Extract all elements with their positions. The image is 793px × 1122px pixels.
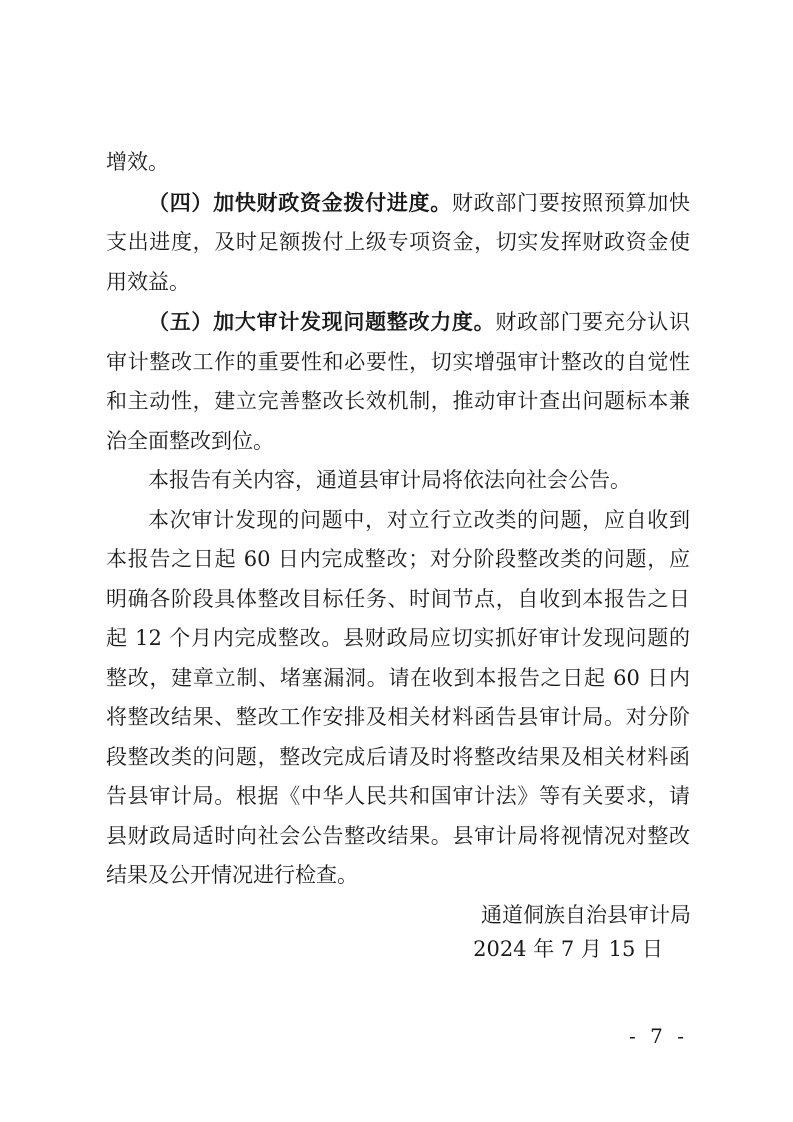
signing-organization: 通道侗族自治县审计局 [481, 903, 691, 927]
paragraph-text: 本次审计发现的问题中，对立行立改类的问题，应自收到本报告之日起 60 日内完成整改；对分阶段整改类的问题，应明确各阶段具体整改目标任务、时间节点，自收到本报告之日起 12 个月内完成整改。县财政局应切实抓好审计发现问题的整改，建章立制、堵塞漏洞。请在收到本报告之日起 60 日内将整改结果、整改工作安排及相关材料函告县审计局。对分阶段整改类的问题，整改完成后请及时将整改结果及相关材料函告县审计局。根据《中华人民共和国审计法》等有关要求，请县财政局适时向社会公告整改结果。县审计局将视情况对整改结果及公开情况进行检查。 [106, 507, 690, 887]
document-body [106, 143, 690, 896]
paragraph-section-five [106, 302, 690, 461]
paragraph-text: 本报告有关内容，通道县审计局将依法向社会公告。 [148, 468, 631, 492]
signature-block [473, 898, 691, 966]
paragraph-rectification [106, 501, 690, 896]
paragraph-section-four [106, 183, 690, 303]
paragraph-announcement [106, 461, 690, 501]
page-number: - 7 - [629, 1024, 688, 1048]
paragraph-continuation [106, 143, 690, 183]
section-heading-five: （五）加大审计发现问题整改力度。 [148, 309, 496, 334]
signing-date: 2024 年 7 月 15 日 [473, 937, 663, 961]
paragraph-text: 增效。 [106, 150, 169, 174]
section-heading-four: （四）加快财政资金拨付进度。 [148, 189, 452, 215]
paragraph-text: 财政部门要按照预算加快支出进度，及时足额拨付上级专项资金，切实发挥财政资金使用效益。 [106, 190, 691, 294]
paragraph-text: 财政部门要充分认识审计整改工作的重要性和必要性，切实增强审计整改的自觉性和主动性，建立完善整改长效机制，推动审计查出问题标本兼治全面整改到位。 [106, 310, 691, 453]
